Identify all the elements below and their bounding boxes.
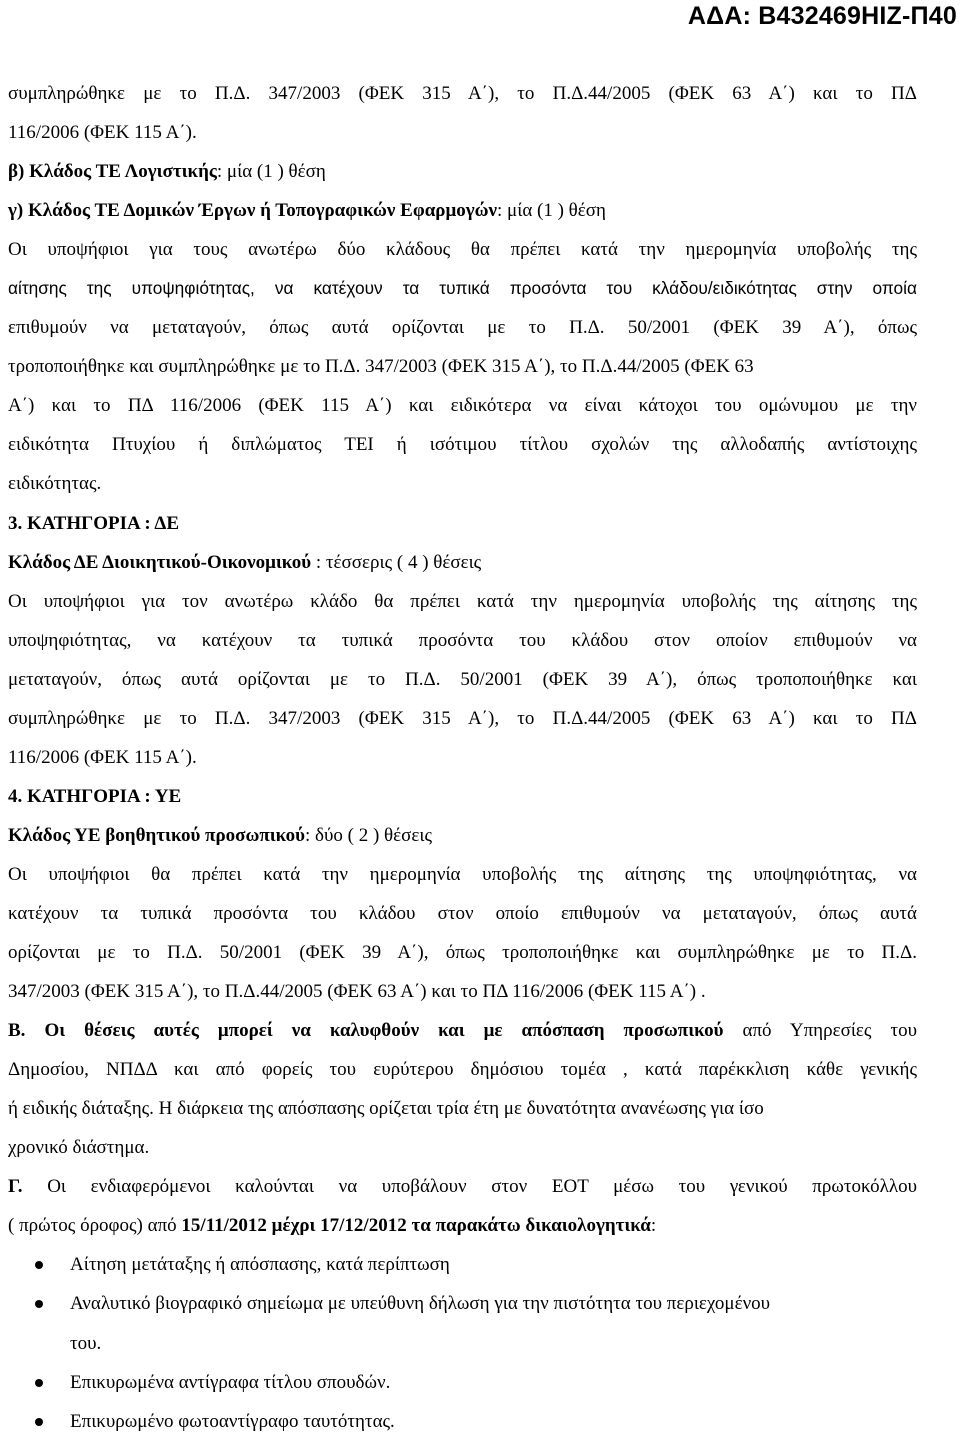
- bold-text: γ) Κλάδος ΤΕ Δομικών Έργων ή Τοπογραφικών Εφαρμογών: [8, 200, 497, 222]
- line-text: Οι ενδιαφερόμενοι καλούνται να υποβάλουν στον ΕΟΤ μέσω του γενικού πρωτοκόλλου: [22, 1176, 917, 1198]
- bullet-dot-icon: [35, 1261, 43, 1269]
- text-line: [8, 230, 917, 269]
- line-text: Α΄) και το ΠΔ 116/2006 (ΦΕΚ 115 Α΄) και ειδικότερα να είναι κάτοχοι του ομώνυμου με την: [8, 395, 917, 417]
- line-text: κατέχουν τα τυπικά προσόντα του κλάδου στον οποίο επιθυμούν να μεταταγούν, όπως αυτά: [8, 902, 917, 924]
- text-line: [8, 777, 917, 816]
- text-line: [8, 464, 917, 503]
- line-text: Οι υποψήφιοι για τον ανωτέρω κλάδο θα πρέπει κατά την ημερομηνία υποβολής της αίτησης της: [8, 590, 917, 612]
- text-line: [8, 1128, 917, 1167]
- text-line: [8, 308, 917, 347]
- line-text: τροποποιήθηκε και συμπληρώθηκε με το Π.Δ. 347/2003 (ΦΕΚ 315 Α΄), το Π.Δ.44/2005 (ΦΕΚ 63: [8, 356, 754, 378]
- text-line: [8, 543, 917, 582]
- line-text: χρονικό διάστημα.: [8, 1137, 150, 1159]
- line-text: Οι υποψήφιοι θα πρέπει κατά την ημερομηνία υποβολής της αίτησης της υποψηφιότητας, να: [8, 863, 917, 885]
- text-line: [8, 1167, 917, 1206]
- document-body: [8, 74, 917, 1441]
- text-line: [8, 1050, 917, 1089]
- text-line: [8, 621, 917, 660]
- text-line: [8, 425, 917, 464]
- bold-text: 3. ΚΑΤΗΓΟΡΙΑ : ΔΕ: [8, 512, 180, 534]
- ada-header: ΑΔΑ: Β432469ΗΙΖ-Π40: [687, 2, 957, 30]
- text-line: [8, 855, 917, 894]
- text-line: [8, 894, 917, 933]
- line-text: Αίτηση μετάταξης ή απόσπασης, κατά περίπτωση: [70, 1254, 450, 1276]
- text-line: [8, 74, 917, 113]
- text-line: [8, 113, 917, 152]
- line-text: :: [650, 1215, 657, 1237]
- line-text: Αναλυτικό βιογραφικό σημείωμα με υπεύθυνη δήλωση για την πιστότητα του περιεχομένου: [70, 1293, 771, 1315]
- line-text: : μία (1 ) θέση: [216, 161, 326, 183]
- line-text: 347/2003 (ΦΕΚ 315 Α΄), το Π.Δ.44/2005 (ΦΕΚ 63 Α΄) και το ΠΔ 116/2006 (ΦΕΚ 115 Α΄) .: [8, 981, 706, 1003]
- bold-text: Κλάδος ΔΕ Διοικητικού-Οικονομικού: [8, 551, 312, 573]
- bold-text: 15/11/2012 μέχρι 17/12/2012 τα παρακάτω δικαιολογητικά: [181, 1215, 651, 1237]
- line-text: ( πρώτος όροφος) από: [8, 1215, 182, 1237]
- text-line: [8, 972, 917, 1011]
- bullet-dot-icon: [35, 1418, 43, 1426]
- line-text: : δύο ( 2 ) θέσεις: [305, 824, 432, 846]
- text-line: [8, 347, 917, 386]
- bullet-dot-icon: [35, 1379, 43, 1387]
- line-text: 116/2006 (ΦΕΚ 115 Α΄).: [8, 122, 197, 144]
- text-line: [8, 738, 917, 777]
- bold-text: Γ.: [8, 1176, 23, 1198]
- text-line: [8, 269, 917, 308]
- line-text: ορίζονται με το Π.Δ. 50/2001 (ΦΕΚ 39 Α΄), όπως τροποποιήθηκε και συμπληρώθηκε με το Π.Δ.: [8, 942, 917, 964]
- line-text: Επικυρωμένα αντίγραφα τίτλου σπουδών.: [70, 1371, 391, 1393]
- line-text: του.: [70, 1332, 102, 1354]
- text-line: [8, 699, 917, 738]
- bold-text: 4. ΚΑΤΗΓΟΡΙΑ : ΥΕ: [8, 785, 182, 807]
- text-line: [8, 1089, 917, 1128]
- text-line: [8, 816, 917, 855]
- line-text: Δημοσίου, ΝΠΔΔ και από φορείς του ευρύτερου δημόσιου τομέα , κατά παρέκκλιση κάθε γενικής: [8, 1059, 917, 1081]
- text-line: [8, 504, 917, 543]
- bold-text: Β. Οι θέσεις αυτές μπορεί να καλυφθούν και με απόσπαση προσωπικού: [8, 1020, 724, 1042]
- line-text: συμπληρώθηκε με το Π.Δ. 347/2003 (ΦΕΚ 315 Α΄), το Π.Δ.44/2005 (ΦΕΚ 63 Α΄) και το ΠΔ: [8, 83, 917, 104]
- bullet-item: [8, 1284, 917, 1323]
- text-line: [8, 660, 917, 699]
- bullet-item: [8, 1245, 917, 1284]
- line-text: επιθυμούν να μεταταγούν, όπως αυτά ορίζονται με το Π.Δ. 50/2001 (ΦΕΚ 39 Α΄), όπως: [8, 317, 917, 339]
- line-text: Επικυρωμένο φωτοαντίγραφο ταυτότητας.: [70, 1410, 395, 1432]
- line-text: : τέσσερις ( 4 ) θέσεις: [311, 551, 482, 573]
- bold-text: Κλάδος ΥΕ βοηθητικού προσωπικού: [8, 824, 306, 846]
- text-line: [8, 386, 917, 425]
- text-line: [8, 152, 917, 191]
- text-line: [8, 933, 917, 972]
- line-text: συμπληρώθηκε με το Π.Δ. 347/2003 (ΦΕΚ 315 Α΄), το Π.Δ.44/2005 (ΦΕΚ 63 Α΄) και το ΠΔ: [8, 707, 917, 729]
- line-text: ή ειδικής διάταξης. Η διάρκεια της απόσπασης ορίζεται τρία έτη με δυνατότητα ανανέωσης για ίσο: [8, 1098, 764, 1120]
- text-line: [8, 582, 917, 621]
- line-text: αίτησης της υποψηφιότητας, να κατέχουν τα τυπικά προσόντα του κλάδου/ειδικότητας στην οποία: [8, 278, 917, 299]
- bullet-item: [8, 1363, 917, 1402]
- text-line: [8, 1011, 917, 1050]
- text-line: [8, 191, 917, 230]
- bullet-item: [8, 1402, 917, 1441]
- line-text: από Υπηρεσίες του: [723, 1020, 917, 1042]
- line-text: 116/2006 (ΦΕΚ 115 Α΄).: [8, 746, 197, 768]
- line-text: ειδικότητα Πτυχίου ή διπλώματος ΤΕΙ ή ισότιμου τίτλου σχολών της αλλοδαπής αντίστοιχης: [8, 434, 917, 456]
- bold-text: β) Κλάδος ΤΕ Λογιστικής: [8, 161, 217, 183]
- line-text: Οι υποψήφιοι για τους ανωτέρω δύο κλάδους θα πρέπει κατά την ημερομηνία υποβολής της: [8, 239, 917, 261]
- line-text: μεταταγούν, όπως αυτά ορίζονται με το Π.Δ. 50/2001 (ΦΕΚ 39 Α΄), όπως τροποποιήθηκε και: [8, 668, 917, 690]
- bullet-dot-icon: [35, 1300, 43, 1308]
- line-text: ειδικότητας.: [8, 473, 102, 495]
- line-text: υποψηφιότητας, να κατέχουν τα τυπικά προσόντα του κλάδου στον οποίον επιθυμούν να: [8, 629, 917, 651]
- bullet-continuation: [8, 1324, 917, 1363]
- line-text: : μία (1 ) θέση: [497, 200, 606, 222]
- text-line: [8, 1206, 917, 1245]
